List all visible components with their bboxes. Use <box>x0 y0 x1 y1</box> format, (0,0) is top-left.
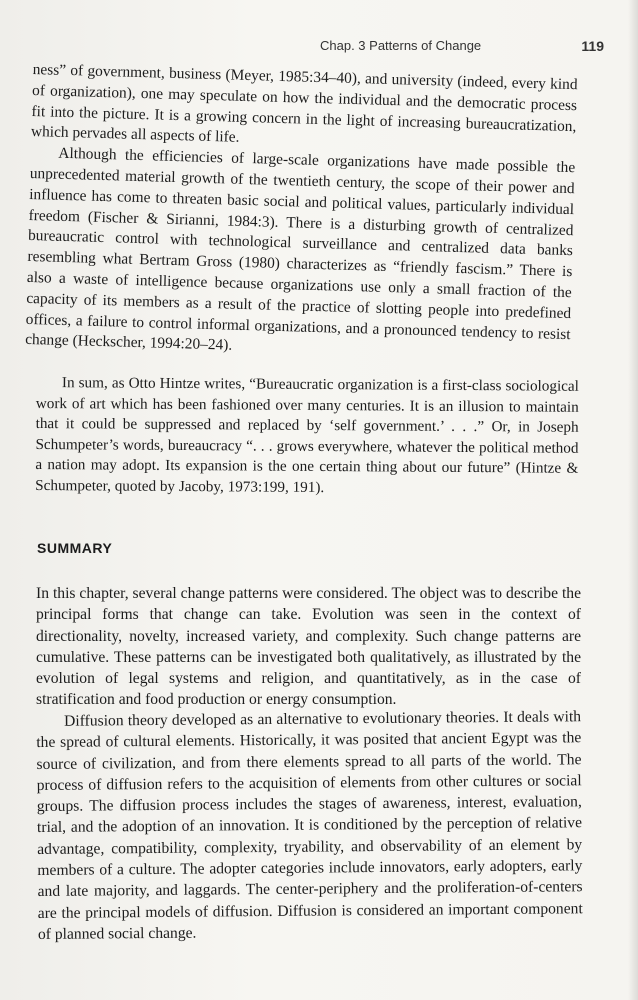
page-number: 119 <box>581 38 604 54</box>
page-header <box>320 38 604 60</box>
section-heading-summary: SUMMARY <box>37 540 113 556</box>
top-text-block <box>25 60 578 366</box>
summary-paragraph-diffusion: Diffusion theory developed as an alternative to evolutionary theories. It deals with the spread of cultural elements. Historically, it was posited that ancient Egypt was the source of civilization, and from there elements spread to all parts of the world. The process of diffusion refers to the acquisition of elements from other cultures or social groups. The diffusion process includes the stages of awareness, interest, evaluation, trial, and the adoption of an innovation. It is conditioned by the perception of relative advantage, compatibility, complexity, tryability, and observability of an element by members of a culture. The adopter categories include innovators, early adopters, early and late majority, and laggards. The center-periphery and the proliferation-of-centers are the principal models of diffusion. Diffusion is considered an important component of planned social change. <box>36 708 583 943</box>
paragraph-in-sum: In sum, as Otto Hintze writes, “Bureaucratic organization is a first-class sociological work of art which has been fashioned over many centuries. It is an illusion to maintain that it could be suppressed and replaced by ‘self government.’ . . .” Or, in Joseph Schumpeter’s words, bureaucracy “. . . grows everywhere, whatever the political method a nation may adopt. Its expansion is the one certain thing about our future” (Hintze & Schumpeter, quoted by Jacoby, 1973:199, 191). <box>35 374 579 496</box>
summary-text-block <box>36 583 581 945</box>
page-edge-shadow <box>628 0 638 1000</box>
summary-paragraph-evolution: In this chapter, several change patterns were considered. The object was to describe the principal forms that change can take. Evolution was seen in the context of directionality, novelty, increased variety, and complexity. Such change patterns are cumulative. These patterns can be investigated both qualitatively, as illustrated by the evolution of legal systems and religion, and quantitatively, as in the case of stratification and food production or energy consumption. <box>36 585 581 709</box>
mid-text-block <box>35 373 579 500</box>
paragraph-bureaucracy-power: Although the efficiencies of large-scale organizations have made possible the unprecedented material growth of the twentieth century, the scope of their power and influence has come to threaten basic social and political values, particularly individual freedom (Fischer & Sirianni, 1984:3). There is a disturbing growth of centralized bureaucratic control with technological surveillance and centralized data banks resembling what Bertram Gross (1980) characterizes as “friendly fascism.” There is also a waste of intelligence because organizations use only a small fraction of the capacity of its members as a result of the practice of slotting people into predefined offices, a failure to control informal organizations, and a pronounced tendency to resist change (Heckscher, 1994:20–24). <box>24 144 576 355</box>
running-head: Chap. 3 Patterns of Change <box>320 38 482 53</box>
paragraph-continued: ness” of government, business (Meyer, 1985:34–40), and university (indeed, every kind of organization), one may speculate on how the individual and the democratic process fit into the picture. It is a growing concern in the light of increasing bureaucratization, which pervades all aspects of life. <box>30 60 578 147</box>
